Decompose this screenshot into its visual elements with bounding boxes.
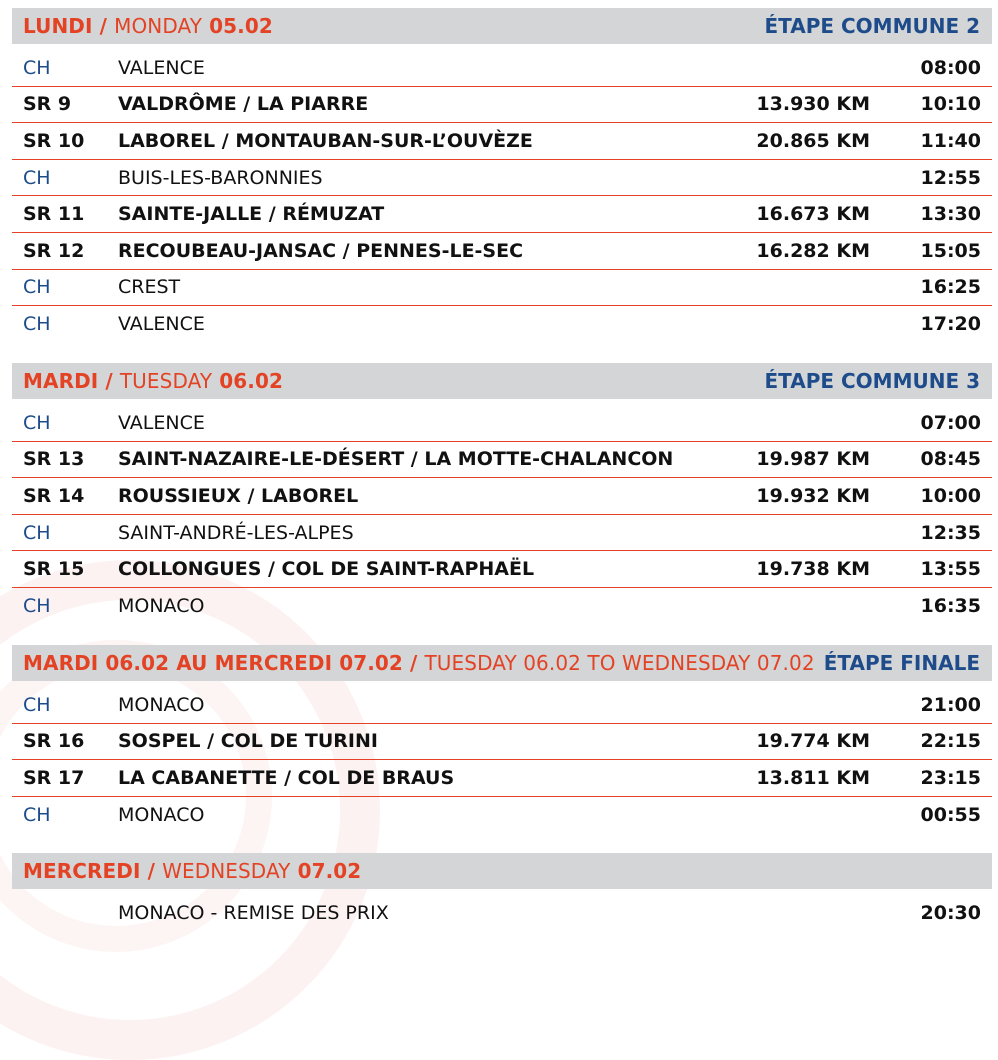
stage-location: VALENCE <box>118 411 205 434</box>
stage-code: CH <box>23 313 51 336</box>
stage-distance: 16.282 KM <box>756 239 870 262</box>
stage-code: CH <box>23 166 51 189</box>
stage-time: 23:15 <box>920 766 981 789</box>
stage-location: VALENCE <box>118 313 205 336</box>
stage-distance: 13.811 KM <box>756 766 870 789</box>
time-control-row <box>12 588 992 625</box>
stage-code: CH <box>23 595 51 618</box>
day-name-en: WEDNESDAY <box>162 859 291 883</box>
stage-time: 17:20 <box>920 313 981 336</box>
stage-code: CH <box>23 276 51 299</box>
day-header <box>12 645 992 681</box>
stage-code: SR 13 <box>23 448 85 471</box>
stage-time: 13:30 <box>920 203 981 226</box>
day-name-fr: LUNDI <box>23 14 93 38</box>
time-control-row <box>12 50 992 87</box>
day-date-label <box>23 14 273 38</box>
stage-location: SOSPEL / COL DE TURINI <box>118 730 378 753</box>
stage-code: SR 12 <box>23 239 85 262</box>
special-stage-row <box>12 478 992 515</box>
time-control-row <box>12 687 992 724</box>
time-control-row <box>12 797 992 834</box>
time-control-row <box>12 306 992 343</box>
stage-time: 16:35 <box>920 595 981 618</box>
day-name-en: MONDAY <box>114 14 203 38</box>
day-separator: / <box>98 369 120 393</box>
stage-location: MONACO <box>118 693 205 716</box>
day-name-en: TUESDAY <box>119 369 213 393</box>
day-date: 07.02 <box>290 859 362 883</box>
stage-location: ROUSSIEUX / LABOREL <box>118 484 359 507</box>
day-date-label <box>23 859 361 883</box>
stage-title: ÉTAPE COMMUNE 3 <box>764 369 980 393</box>
stage-distance: 16.673 KM <box>756 203 870 226</box>
stage-time: 21:00 <box>920 693 981 716</box>
day-date: 05.02 <box>202 14 273 38</box>
stage-code: SR 17 <box>23 766 85 789</box>
stage-location: BUIS-LES-BARONNIES <box>118 166 323 189</box>
stage-time: 07:00 <box>920 411 981 434</box>
special-stage-row <box>12 551 992 588</box>
stage-location: COLLONGUES / COL DE SAINT-RAPHAËL <box>118 558 535 581</box>
stage-time: 16:25 <box>920 276 981 299</box>
stage-code: CH <box>23 693 51 716</box>
stage-distance: 13.930 KM <box>756 93 870 116</box>
day-header <box>12 853 992 889</box>
stage-code: SR 15 <box>23 558 85 581</box>
stage-time: 11:40 <box>920 129 981 152</box>
stage-time: 22:15 <box>920 730 981 753</box>
special-stage-row <box>12 196 992 233</box>
stage-time: 13:55 <box>920 558 981 581</box>
day-name-en: TUESDAY 06.02 TO WEDNESDAY 07.02 <box>424 651 815 675</box>
day-separator: / <box>402 651 425 675</box>
stage-location: MONACO <box>118 804 205 827</box>
special-stage-row <box>12 87 992 124</box>
day-name-fr: MERCREDI <box>23 859 141 883</box>
stage-distance: 19.932 KM <box>756 484 870 507</box>
stage-code: SR 10 <box>23 129 85 152</box>
time-control-row <box>12 895 992 932</box>
stage-time: 10:10 <box>920 93 981 116</box>
stage-code: CH <box>23 521 51 544</box>
special-stage-row <box>12 760 992 797</box>
stage-code: SR 14 <box>23 484 85 507</box>
stage-title: ÉTAPE FINALE <box>823 651 980 675</box>
stage-location: VALENCE <box>118 56 205 79</box>
stage-location: LA CABANETTE / COL DE BRAUS <box>118 766 455 789</box>
stage-time: 00:55 <box>920 804 981 827</box>
stage-time: 20:30 <box>920 902 981 925</box>
stage-distance: 19.774 KM <box>756 730 870 753</box>
stage-code: CH <box>23 804 51 827</box>
stage-location: CREST <box>118 276 181 299</box>
special-stage-row <box>12 233 992 270</box>
special-stage-row <box>12 724 992 761</box>
stage-distance: 19.738 KM <box>756 558 870 581</box>
day-name-fr: MARDI 06.02 AU MERCREDI 07.02 <box>23 651 403 675</box>
stage-distance: 19.987 KM <box>756 448 870 471</box>
special-stage-row <box>12 123 992 160</box>
stage-time: 15:05 <box>920 239 981 262</box>
stage-title: ÉTAPE COMMUNE 2 <box>764 14 980 38</box>
stage-code: CH <box>23 411 51 434</box>
stage-time: 08:45 <box>920 448 981 471</box>
stage-location: MONACO - REMISE DES PRIX <box>118 902 389 925</box>
time-control-row <box>12 160 992 197</box>
day-header <box>12 8 992 44</box>
stage-code: SR 9 <box>23 93 72 116</box>
special-stage-row <box>12 442 992 479</box>
time-control-row <box>12 270 992 307</box>
day-separator: / <box>92 14 115 38</box>
day-header <box>12 363 992 399</box>
stage-distance: 20.865 KM <box>756 129 870 152</box>
stage-location: SAINT-ANDRÉ-LES-ALPES <box>118 521 354 544</box>
day-date-label <box>23 651 815 675</box>
stage-location: SAINTE-JALLE / RÉMUZAT <box>118 203 385 226</box>
stage-location: VALDRÔME / LA PIARRE <box>118 93 369 116</box>
stage-location: MONACO <box>118 595 205 618</box>
time-control-row <box>12 405 992 442</box>
day-date: 06.02 <box>212 369 283 393</box>
stage-time: 12:35 <box>920 521 981 544</box>
time-control-row <box>12 515 992 552</box>
day-name-fr: MARDI <box>23 369 99 393</box>
stage-time: 08:00 <box>920 56 981 79</box>
stage-location: LABOREL / MONTAUBAN-SUR-L’OUVÈZE <box>118 129 533 152</box>
stage-code: CH <box>23 56 51 79</box>
stage-time: 12:55 <box>920 166 981 189</box>
stage-time: 10:00 <box>920 484 981 507</box>
day-date-label <box>23 369 283 393</box>
stage-location: SAINT-NAZAIRE-LE-DÉSERT / LA MOTTE-CHALANCON <box>118 448 674 471</box>
stage-code: SR 11 <box>23 203 85 226</box>
stage-location: RECOUBEAU-JANSAC / PENNES-LE-SEC <box>118 239 524 262</box>
stage-code: SR 16 <box>23 730 85 753</box>
day-separator: / <box>140 859 163 883</box>
